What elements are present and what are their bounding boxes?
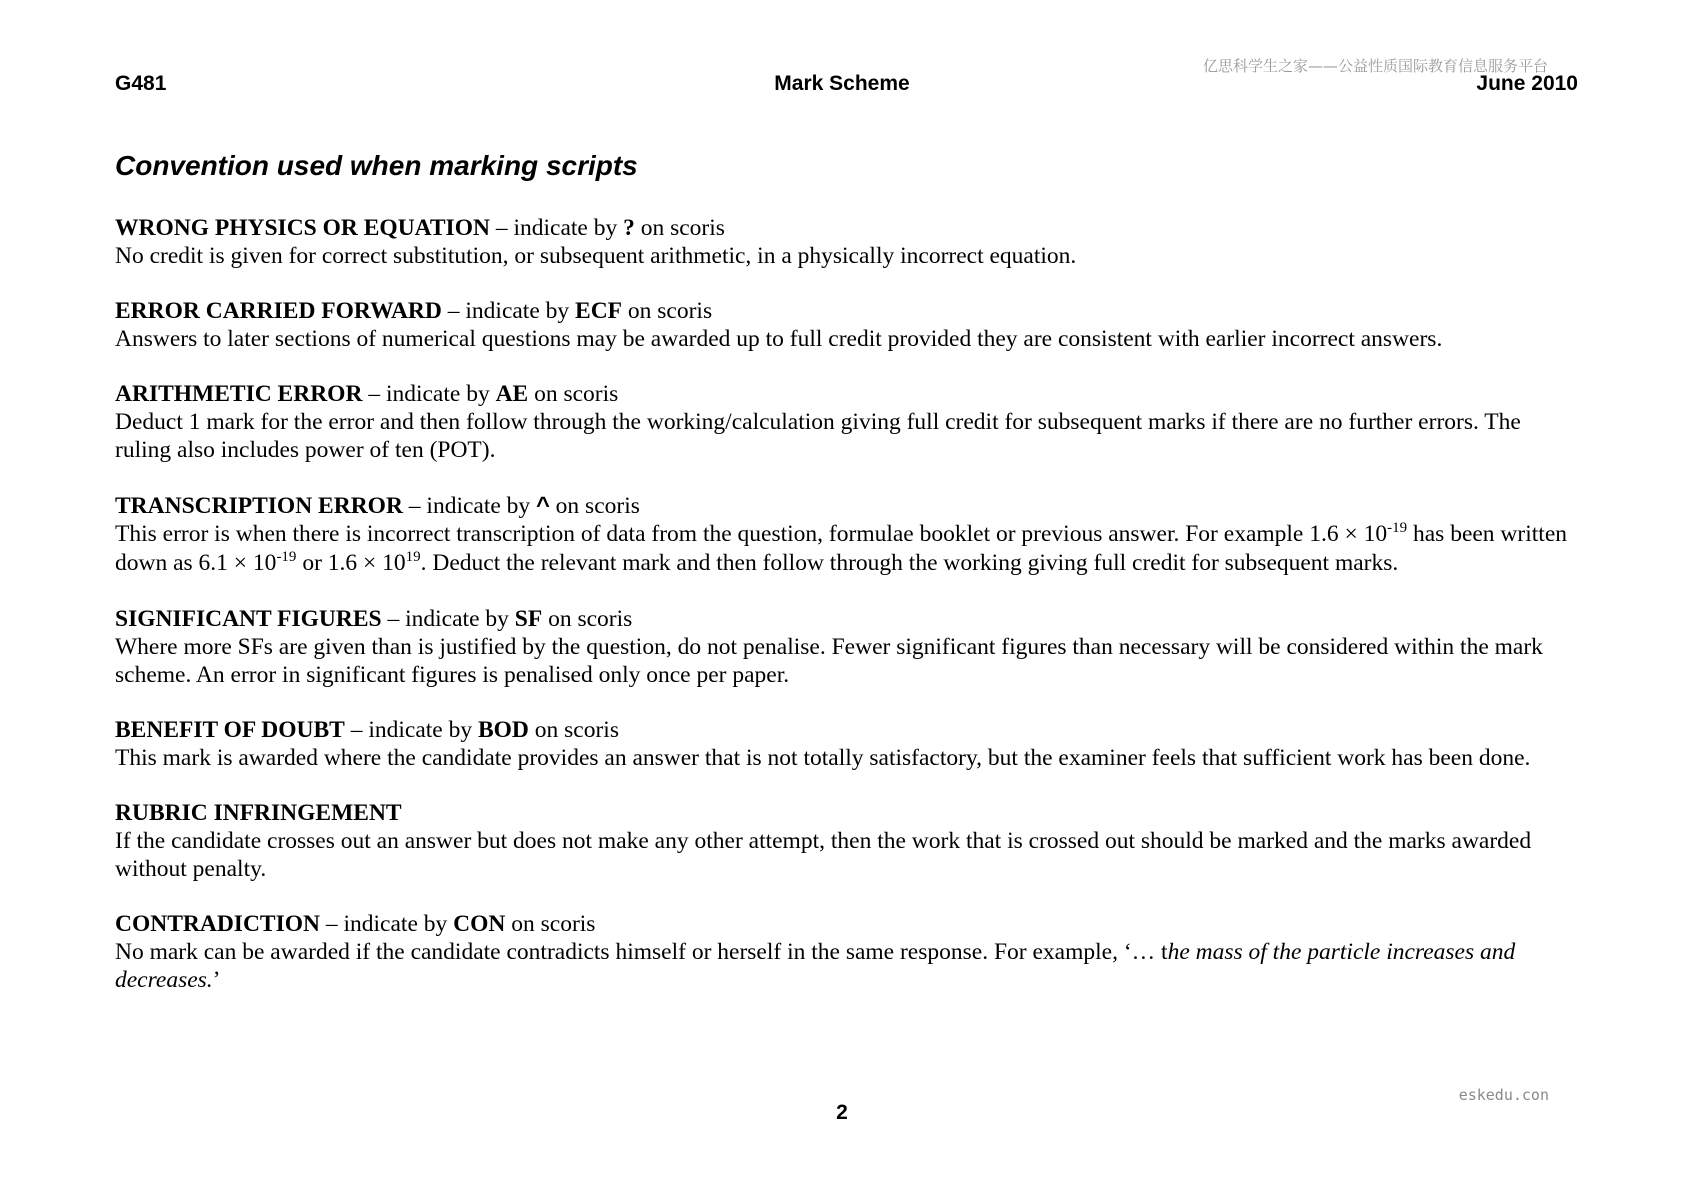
- section-heading-line: [115, 491, 1579, 520]
- section-transcription-error: [115, 491, 1579, 578]
- mark-symbol: ^: [536, 492, 550, 518]
- section-rubric-infringement: [115, 799, 1579, 883]
- section-significant-figures: [115, 605, 1579, 689]
- mark-symbol: BOD: [477, 717, 529, 743]
- indicate-text: – indicate by: [320, 911, 454, 937]
- section-body: This mark is awarded where the candidate provides an answer that is not totally satisfactory, but the examiner feels that sufficient work has been done.: [115, 745, 1531, 771]
- section-body: Answers to later sections of numerical questions may be awarded up to full credit provided they are consistent with earlier incorrect answers.: [115, 326, 1443, 352]
- section-heading-line: [115, 380, 1579, 408]
- section-heading-line: [115, 605, 1579, 633]
- indicate-text: – indicate by: [402, 493, 537, 519]
- indicate-text: – indicate by: [489, 215, 624, 241]
- section-body: Deduct 1 mark for the error and then follow through the working/calculation giving full credit for subsequent marks if there are no further errors. The ruling also includes power of ten (POT).: [115, 409, 1521, 463]
- suffix-text: on scoris: [634, 215, 725, 241]
- exponent: -19: [276, 549, 297, 565]
- suffix-text: on scoris: [528, 717, 619, 743]
- suffix-text: on scoris: [622, 298, 713, 324]
- body-text: No mark can be awarded if the candidate contradicts himself or herself in the same response. For example, ‘… t: [115, 939, 1168, 965]
- body-text: ’: [212, 967, 221, 993]
- mark-symbol: AE: [495, 381, 529, 407]
- section-body: Where more SFs are given than is justified by the question, do not penalise. Fewer significant figures than necessary will be considered within the mark scheme. An error in significant figures is penalised only once per paper.: [115, 634, 1543, 688]
- indicate-text: – indicate by: [441, 298, 576, 324]
- body-text: or 1.6 × 10: [296, 550, 406, 576]
- section-heading: SIGNIFICANT FIGURES: [115, 606, 382, 632]
- section-heading: TRANSCRIPTION ERROR: [115, 493, 403, 519]
- example-quote: he mass of the particle increases and decreases.: [115, 939, 1516, 993]
- section-contradiction: [115, 910, 1579, 994]
- section-body: No credit is given for correct substitution, or subsequent arithmetic, in a physically incorrect equation.: [115, 243, 1077, 269]
- header-code: G481: [115, 72, 167, 95]
- section-heading-line: [115, 214, 1579, 242]
- mark-symbol: ?: [623, 215, 635, 241]
- section-heading-line: [115, 716, 1579, 744]
- body-text: This error is when there is incorrect transcription of data from the question, formulae booklet or previous answer. For example 1.6 × 10: [115, 521, 1388, 547]
- section-body: If the candidate crosses out an answer but does not make any other attempt, then the work that is crossed out should be marked and the marks awarded without penalty.: [115, 828, 1532, 882]
- section-heading-line: [115, 297, 1579, 325]
- watermark-top: 亿思科学生之家——公益性质国际教育信息服务平台: [1202, 57, 1548, 75]
- section-heading: ERROR CARRIED FORWARD: [115, 298, 442, 324]
- indicate-text: – indicate by: [381, 606, 515, 632]
- exponent: 19: [405, 549, 421, 565]
- suffix-text: on scoris: [505, 911, 596, 937]
- section-wrong-physics: [115, 214, 1579, 270]
- section-heading-line: [115, 799, 1579, 827]
- exponent: -19: [1387, 520, 1408, 536]
- body-text: has been written down as 6.1 × 10: [115, 521, 1568, 576]
- section-body: [115, 938, 1579, 994]
- section-heading: RUBRIC INFRINGEMENT: [115, 800, 402, 826]
- watermark-bottom: eskedu.con: [1458, 1086, 1549, 1104]
- indicate-text: – indicate by: [362, 381, 496, 407]
- suffix-text: on scoris: [528, 381, 619, 407]
- suffix-text: on scoris: [542, 606, 633, 632]
- page-title: Convention used when marking scripts: [115, 150, 638, 181]
- section-benefit-of-doubt: [115, 716, 1579, 772]
- section-heading: CONTRADICTION: [115, 911, 320, 937]
- section-body: [115, 520, 1579, 578]
- mark-symbol: SF: [514, 606, 543, 632]
- section-heading: BENEFIT OF DOUBT: [115, 717, 345, 743]
- section-heading: ARITHMETIC ERROR: [115, 381, 363, 407]
- body-text: . Deduct the relevant mark and then follow through the working giving full credit for subsequent marks.: [420, 550, 1399, 576]
- section-error-carried-forward: [115, 297, 1579, 353]
- mark-symbol: ECF: [575, 298, 623, 324]
- section-heading-line: [115, 910, 1579, 938]
- page-number: 2: [836, 1101, 848, 1124]
- indicate-text: – indicate by: [344, 717, 478, 743]
- mark-symbol: CON: [453, 911, 506, 937]
- section-arithmetic-error: [115, 380, 1579, 464]
- header-date: June 2010: [1476, 72, 1578, 95]
- header-title: Mark Scheme: [774, 72, 910, 95]
- conventions-list: [115, 214, 1579, 1021]
- section-heading: WRONG PHYSICS OR EQUATION: [115, 215, 490, 241]
- suffix-text: on scoris: [549, 493, 640, 519]
